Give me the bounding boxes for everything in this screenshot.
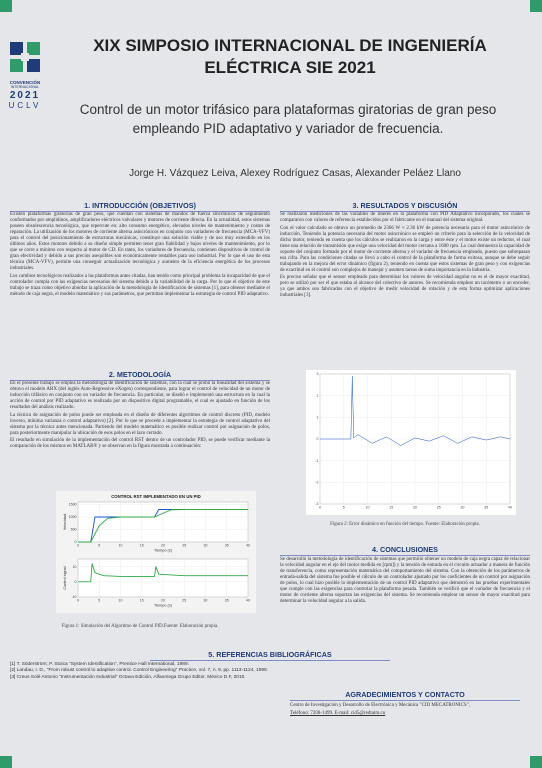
paragraph: Se desarrolló la metodología de identificación de sistemas que permitió obtener un modelo de caja negra capaz de relacionar la velocidad angular en el eje del motor medida en [rpm]) y la tensión de entrada en el circuito actuador a manera de función de transferencia, como representación matemática del comportamiento del sistema. Con la obtención de los parámetros de entrada-salida del sistema fue posible el cálculo de un controlador ajustado por los coeficientes de un control por asignación de polos, lo cual hizo posible la implementación de un control PID adaptativo que demostró en las pruebas experimentales que cumple con las exigencias para controlar la plataforma pesada. También se verificó que el variador de frecuencia y el motor de corriente alterna soportan las exigencias del sistema. Se recomienda emplear un sensor de mayor exactitud para determinar la velocidad angular a la salida. [280,557,530,604]
x-axis-label: Tiempo (s) [153,603,173,608]
x-tick-label: 25 [182,598,187,603]
paragraph: El resultado en simulación de la implementación del control RST dentro de un controlador PID, se puede verificar mediante la comparación de los mismos en MATLAB® y se observan en la figura mostrada a continuación: [10,438,270,449]
x-tick-label: 20 [413,505,417,510]
x-tick-label: 5 [98,543,101,548]
x-tick-label: 35 [224,598,229,603]
y-tick-label: 0 [74,580,77,584]
figure-2-caption: Figura 2: Error dinámico en función del tiempo. Fuente: Elaboración propia. [330,522,480,527]
x-tick-label: 10 [118,598,123,603]
y-tick-label: 3 [316,372,319,377]
figure-1-chart [56,491,256,613]
x-tick-label: 10 [365,505,370,510]
logo-text: INTERNACIONAL [10,85,40,89]
x-tick-label: 0 [77,598,79,603]
x-tick-label: 15 [139,598,144,603]
x-tick-label: 35 [224,543,229,548]
contact-email-line[interactable]: Teléfono: 7208-1499. E-mail: cid5@redtaim.cu [290,710,386,716]
section-body-conclusions [280,557,530,607]
x-tick-label: 25 [436,505,441,510]
corner-decoration [530,756,542,768]
x-tick-label: 30 [203,543,208,548]
x-tick-label: 25 [182,543,187,548]
paper-title: Control de un motor trifásico para plataformas giratorias de gran peso empleando PID adaptativo y variador de frecuencia. [79,102,497,136]
y-tick-label: 1000 [68,515,77,520]
y-tick-label: -1 [315,458,319,463]
chart-title: CONTROL RST IMPLEMENTADO EN UN PID [111,494,201,499]
x-axis-label: Tiempo (s) [153,548,173,553]
corner-decoration [530,0,542,12]
y-tick-label: 2 [316,393,319,398]
corner-decoration [0,756,12,768]
x-tick-label: 10 [118,543,123,548]
x-tick-label: 20 [161,598,165,603]
y-axis-label: Control signal [63,566,67,590]
x-tick-label: 0 [319,505,321,510]
y-tick-label: 0 [316,437,319,442]
contact-line: Centro de Investigación y Desarrollo de Electrónica y Mecánica "CID MECATRONICS", [290,703,471,708]
x-tick-label: 20 [161,543,165,548]
authors: Jorge H. Vázquez Leiva, Alexey Rodríguez Casas, Alexander Peláez Llano [129,168,461,179]
reference-item: [1] T. Söderström; P. Stoica "System Identification", Prentice Hall International, 1989. [10,662,189,667]
y-tick-label: 1 [316,415,319,420]
section-body-results [280,212,530,301]
reference-item: [3] Creus Solé Antonio "Instrumentación Industrial" Octava Edición, Alfaomega Grupo Editor. México D.F, 2010. [10,674,246,680]
section-heading: 2. METODOLOGÍA [10,370,270,381]
x-tick-label: 15 [389,505,394,510]
contact-info [290,703,530,718]
y-tick-label: 0 [74,540,77,545]
paragraph: La técnica de asignación de polos puede ser empleada en el diseño de diferentes algoritmos de control discreto (PID, modelo inverso, mínima varianza o control adaptativo) [2]. Por lo que se procede a implementar la estrategia de control adaptativo del sistema por la técnica antes mencionada. Partiendo del modelo matemático es posible realizar control por asignación de polos, para posteriormente manipular la ubicación de esos polos en el lazo cerrado. [10,412,270,436]
paragraph: Existen plataformas giratorias de gran peso, que cuentan con sistemas de mandos de fuerza sincrónicos de seguimiento conformados por amplidinos, amplificadores eléctricos valvulares y motores de corriente directa. En la actualidad, estos sistemas poseen obsolescencia tecnológica, que repercute en: alto consumo energético, elevados niveles de mantenimiento y costos de reparación. La utilización de los motores de corriente alterna asincrónicos en conjunto con variadores de frecuencia (MCA-VFV) para el control del posicionamiento de estructuras mecánicas, constituye una solución viable y de uso muy extendido en los últimos años. Estos motores debido a su diseño simple permiten tener gran fiabilidad y bajos niveles de mantenimiento, por lo que se corre a mínimo con respecto al motor de CD. En tanto, los variadores de frecuencia, contienen dispositivos de control de gran efectividad y debido a sus precios asequibles son económicamente rentables para uso industrial. Por lo que el uso de esta técnica (MCA-VFV), permite una conseguir actualización tecnológica y aumento de la eficiencia energética de los procesos industriales. [10,212,270,271]
section-heading: 5. REFERENCIAS BIBLIOGRÁFICAS [150,650,390,661]
x-tick-label: 40 [246,543,250,548]
section-body-methodology [10,381,270,452]
y-tick-label: 500 [70,527,77,532]
logo-university: UCLV [8,101,42,110]
logo-text: CONVENCIÓN [9,80,41,85]
corner-decoration [0,0,12,12]
y-axis-label: Velocidad [63,513,67,531]
x-tick-label: 30 [203,598,208,603]
references-list [10,662,530,681]
paragraph: Es preciso señalar que el sensor empleado para determinar los valores de velocidad angular no es el de mayor exactitud, pero se utilizó por ser el que estaba al alcance del colectivo de autores. Se recomienda emplear un tacómetro o un encoder, ya que ambos son fabricados con el objetivo de medir velocidad de rotación y de esta forma optimizar aplicaciones industriales [3]. [280,275,530,298]
section-heading: AGRADECIMIENTOS Y CONTACTO [290,690,520,701]
convention-logo-mark [8,40,42,74]
paragraph: Los cambios tecnológicos realizados a las plataformas antes citadas, han tenido como principal problema la incapacidad de que el controlador cumpla con las exigencias necesarias del sistema debido a la variabilidad de la carga. Por lo que el objetivo de este trabajo se traza como objetivo abordar la aplicación de la metodología de identificación de sistemas [1], para obtener mediante el método de caja negra, el modelo matemático y sus parámetros, que permitan implementar la estrategia de control PID adaptativo. [10,273,270,297]
conference-title: XIX SIMPOSIO INTERNACIONAL DE INGENIERÍA ELÉCTRICA SIE 2021 [93,36,487,77]
x-tick-label: 0 [77,543,79,548]
section-heading: 4. CONCLUSIONES [280,545,530,556]
contact-line [290,711,530,717]
x-tick-label: 30 [460,505,465,510]
x-tick-label: 5 [342,505,345,510]
y-tick-label: -3 [315,502,319,507]
x-tick-label: 5 [98,598,101,603]
section-heading: 3. RESULTADOS Y DISCUSIÓN [280,201,530,212]
logo-year: 2021 [9,90,41,101]
paragraph: Con el valor calculado se obtuvo un promedio de 2366 W ≈ 2.36 kW de potencia necesaria para el motor asincrónico de inducción. Teniendo la potencia necesaria del motor asincrónico se empleó un criterio para la selección de la velocidad de dicho motor, teniendo en cuenta que los cálculos se realizaron en la carga y entre éste y el motor existe un reductor, el cual tiene una relación de transmisión que exige una velocidad del motor cercana a 1600 rpm. Lo cual demuestra la capacidad de soporte del conjunto formado por el motor de corriente alterna y el variador de frecuencia empleado, puesto que sobrepasan esa cifra. Para las condiciones citadas se llevó a cabo el control de la plataforma de forma exitosa, aunque se debe seguir trabajando en la mejora del error dinámico (figura 2), teniendo en cuenta que estos sistemas de gran peso y con exigencias de exactitud en el control son complejos de manejar y asumen tareas de suma importancia en la industria. [280,225,530,273]
reference-item: [2] Landau, I. D., "From robust control to adaptive control. Control Engineering" Practice, vol. 7, n. 9, pp. 1113-1124, 1999. [10,668,269,674]
y-tick-label: 1500 [68,502,77,507]
x-tick-label: 35 [484,505,489,510]
y-tick-label: -2 [315,480,319,485]
paragraph: En el presente trabajo se emplea la metodología de identificación de sistemas, con la cual se probó la linealidad del sistema y se obtuvo el modelo ARX (del inglés Auto-Regressive eXogen) correspondiente, para lograr el control de velocidad de un motor de inducción trifásico en conjunto con un variador de frecuencia. En particular, se diseñó e implementó una estructura en la cual la acción de control por PID adaptativo es realizada por un dispositivo digital programable, el cual es ajustado en función de los resultados del análisis realizado. [10,381,270,410]
y-tick-label: 10 [72,564,77,569]
paragraph: Se realizaron mediciones de las variables de interés en la plataforma con PID Adaptativo incorporado, los cuales se compararon con valores de referencia establecidos por el fabricante en el manual del sistema original. [280,212,530,223]
x-tick-label: 15 [139,543,144,548]
figure-1-caption: Figura 1: Simulación del Algoritmo de Control PID.Fuente: Elaboración propia. [61,624,219,629]
section-heading: 1. INTRODUCCIÓN (OBJETIVOS) [10,201,270,212]
x-tick-label: 40 [246,598,250,603]
section-body-introduction [10,212,270,299]
figure-2-chart [306,370,516,515]
convention-logo [8,40,42,112]
y-tick-label: -10 [71,595,77,600]
x-tick-label: 40 [508,505,512,510]
